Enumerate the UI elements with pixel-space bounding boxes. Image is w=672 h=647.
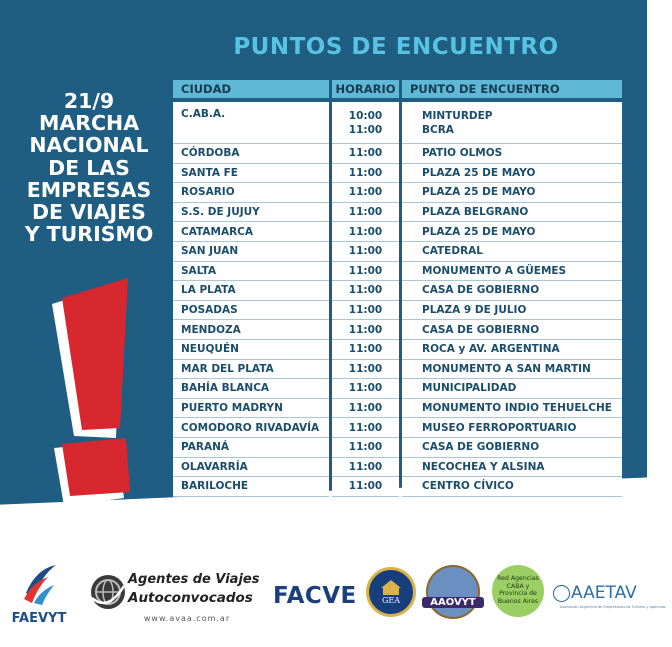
- place-line: BCRA: [422, 123, 454, 136]
- faevyt-mark-icon: [22, 563, 58, 605]
- cell-city: PUERTO MADRYN: [173, 399, 329, 419]
- table-row: [173, 458, 622, 478]
- table-row: [173, 418, 622, 438]
- aaovyt-name: AAOVYT: [422, 597, 484, 608]
- cell-place: MUNICIPALIDAD: [402, 379, 622, 399]
- cell-city: S.S. DE JUJUY: [173, 203, 329, 223]
- cell-city: MAR DEL PLATA: [173, 360, 329, 380]
- cell-city: BAHÍA BLANCA: [173, 379, 329, 399]
- cell-place: MUSEO FERROPORTUARIO: [402, 418, 622, 438]
- table-row: [173, 379, 622, 399]
- table-row: [173, 320, 622, 340]
- cell-place: MONUMENTO A SAN MARTIN: [402, 360, 622, 380]
- cell-place: CENTRO CÍVICO: [402, 477, 622, 497]
- page-title: PUNTOS DE ENCUENTRO: [233, 34, 559, 60]
- cell-city: OLAVARRÍA: [173, 458, 329, 478]
- cell-city: MENDOZA: [173, 320, 329, 340]
- cell-time: 11:00: [332, 164, 399, 184]
- headline-line: NACIONAL: [29, 133, 149, 158]
- aaetav-name: AAETAV: [571, 583, 637, 603]
- time-line: 11:00: [348, 123, 383, 136]
- header-time: HORARIO: [332, 80, 399, 102]
- header-place: PUNTO DE ENCUENTRO: [402, 80, 622, 102]
- cell-city: CÓRDOBA: [173, 144, 329, 164]
- red-agencias-line: Buenos Aires: [497, 597, 539, 605]
- cell-time: 11:00: [332, 379, 399, 399]
- cell-time: 11:00: [332, 242, 399, 262]
- cell-time: 11:00: [332, 262, 399, 282]
- table-row: [173, 340, 622, 360]
- cell-place: CATEDRAL: [402, 242, 622, 262]
- cell-city: SANTA FE: [173, 164, 329, 184]
- cell-time: 11:00: [332, 458, 399, 478]
- cell-time: 11:00: [332, 360, 399, 380]
- cell-time: 11:00: [332, 418, 399, 438]
- table-row: [173, 281, 622, 301]
- table-row: [173, 183, 622, 203]
- cell-city: BARILOCHE: [173, 477, 329, 497]
- aaovyt-map-icon: [426, 565, 480, 619]
- cell-place: PATIO OLMOS: [402, 144, 622, 164]
- table-header-row: [173, 80, 622, 102]
- cell-city: COMODORO RIVADAVÍA: [173, 418, 329, 438]
- avaa-logo: [86, 570, 264, 628]
- cell-place: CASA DE GOBIERNO: [402, 438, 622, 458]
- aaetav-subtitle: Asociación Argentina de Empresarios de Turismo y Agencias: [560, 605, 666, 609]
- red-agencias-line: CABA y: [506, 582, 530, 590]
- red-agencias-line: Red Agencias: [497, 575, 539, 582]
- table-row: [173, 222, 622, 242]
- cell-place: MONUMENTO A GÜEMES: [402, 262, 622, 282]
- cell-time: 11:00: [332, 301, 399, 321]
- globe-icon: [88, 572, 128, 612]
- cell-time: 11:00: [332, 340, 399, 360]
- red-agencias-text: [494, 575, 542, 605]
- gea-logo: [366, 567, 416, 617]
- cell-time: 11:00: [332, 399, 399, 419]
- cell-time: 11:00: [332, 222, 399, 242]
- cell-time: 11:00: [332, 477, 399, 497]
- cell-time: 11:00: [332, 320, 399, 340]
- aaovyt-logo: [422, 565, 484, 621]
- cell-city: ROSARIO: [173, 183, 329, 203]
- cell-place: [402, 102, 622, 144]
- gea-name: GEA: [381, 596, 400, 605]
- table-row: [173, 102, 622, 144]
- header-city: CIUDAD: [173, 80, 329, 102]
- aaetav-logo: [552, 583, 666, 609]
- cell-city: LA PLATA: [173, 281, 329, 301]
- cell-time: 11:00: [332, 144, 399, 164]
- avaa-line1: Agentes de Viajes: [128, 572, 260, 587]
- sponsor-logos: [0, 555, 666, 647]
- cell-place: PLAZA 25 DE MAYO: [402, 164, 622, 184]
- cell-place: PLAZA 25 DE MAYO: [402, 183, 622, 203]
- cell-city: NEUQUÉN: [173, 340, 329, 360]
- table-row: [173, 438, 622, 458]
- table-row: [173, 262, 622, 282]
- red-agencias-line: Provincia de: [499, 590, 537, 597]
- table-row: [173, 477, 622, 497]
- table-row: [173, 399, 622, 419]
- cell-time: 11:00: [332, 281, 399, 301]
- table-row: [173, 164, 622, 184]
- cell-place: PLAZA 25 DE MAYO: [402, 222, 622, 242]
- cell-city: POSADAS: [173, 301, 329, 321]
- faevyt-name: FAEVYT: [11, 611, 67, 626]
- cell-place: MONUMENTO INDIO TEHUELCHE: [402, 399, 622, 419]
- faevyt-logo: [10, 563, 68, 633]
- facve-logo: FACVE: [273, 583, 357, 609]
- time-line: 10:00: [348, 109, 383, 122]
- table-row: [173, 242, 622, 262]
- cell-city: C.AB.A.: [173, 102, 329, 144]
- cell-time: 11:00: [332, 203, 399, 223]
- cell-city: PARANÁ: [173, 438, 329, 458]
- cell-time: 11:00: [332, 438, 399, 458]
- place-line: MINTURDEP: [422, 109, 493, 122]
- march-headline: [14, 90, 164, 245]
- cell-place: PLAZA BELGRANO: [402, 203, 622, 223]
- table-row: [173, 203, 622, 223]
- cell-place: CASA DE GOBIERNO: [402, 281, 622, 301]
- headline-line: Y TURISMO: [24, 222, 154, 247]
- headline-line: DE VIAJES: [32, 200, 146, 225]
- cell-place: PLAZA 9 DE JULIO: [402, 301, 622, 321]
- headline-line: EMPRESAS: [26, 177, 152, 202]
- cell-city: SAN JUAN: [173, 242, 329, 262]
- aaetav-ring-icon: ◯: [552, 583, 572, 603]
- building-icon: [369, 570, 413, 614]
- headline-line: 21/9: [63, 89, 115, 113]
- cell-place: ROCA y AV. ARGENTINA: [402, 340, 622, 360]
- cell-city: CATAMARCA: [173, 222, 329, 242]
- cell-city: SALTA: [173, 262, 329, 282]
- headline-line: DE LAS: [48, 155, 130, 180]
- exclamation-icon: [40, 278, 140, 508]
- avaa-line2: Autoconvocados: [128, 590, 253, 606]
- avaa-url: www.avaa.com.ar: [143, 614, 231, 623]
- red-agencias-logo: [492, 565, 544, 617]
- cell-place: NECOCHEA Y ALSINA: [402, 458, 622, 478]
- table-row: [173, 301, 622, 321]
- cell-time: [332, 102, 399, 144]
- headline-line: MARCHA: [38, 111, 140, 136]
- table-row: [173, 360, 622, 380]
- cell-place: CASA DE GOBIERNO: [402, 320, 622, 340]
- table-row: [173, 144, 622, 164]
- cell-time: 11:00: [332, 183, 399, 203]
- meeting-points-table: [170, 80, 625, 497]
